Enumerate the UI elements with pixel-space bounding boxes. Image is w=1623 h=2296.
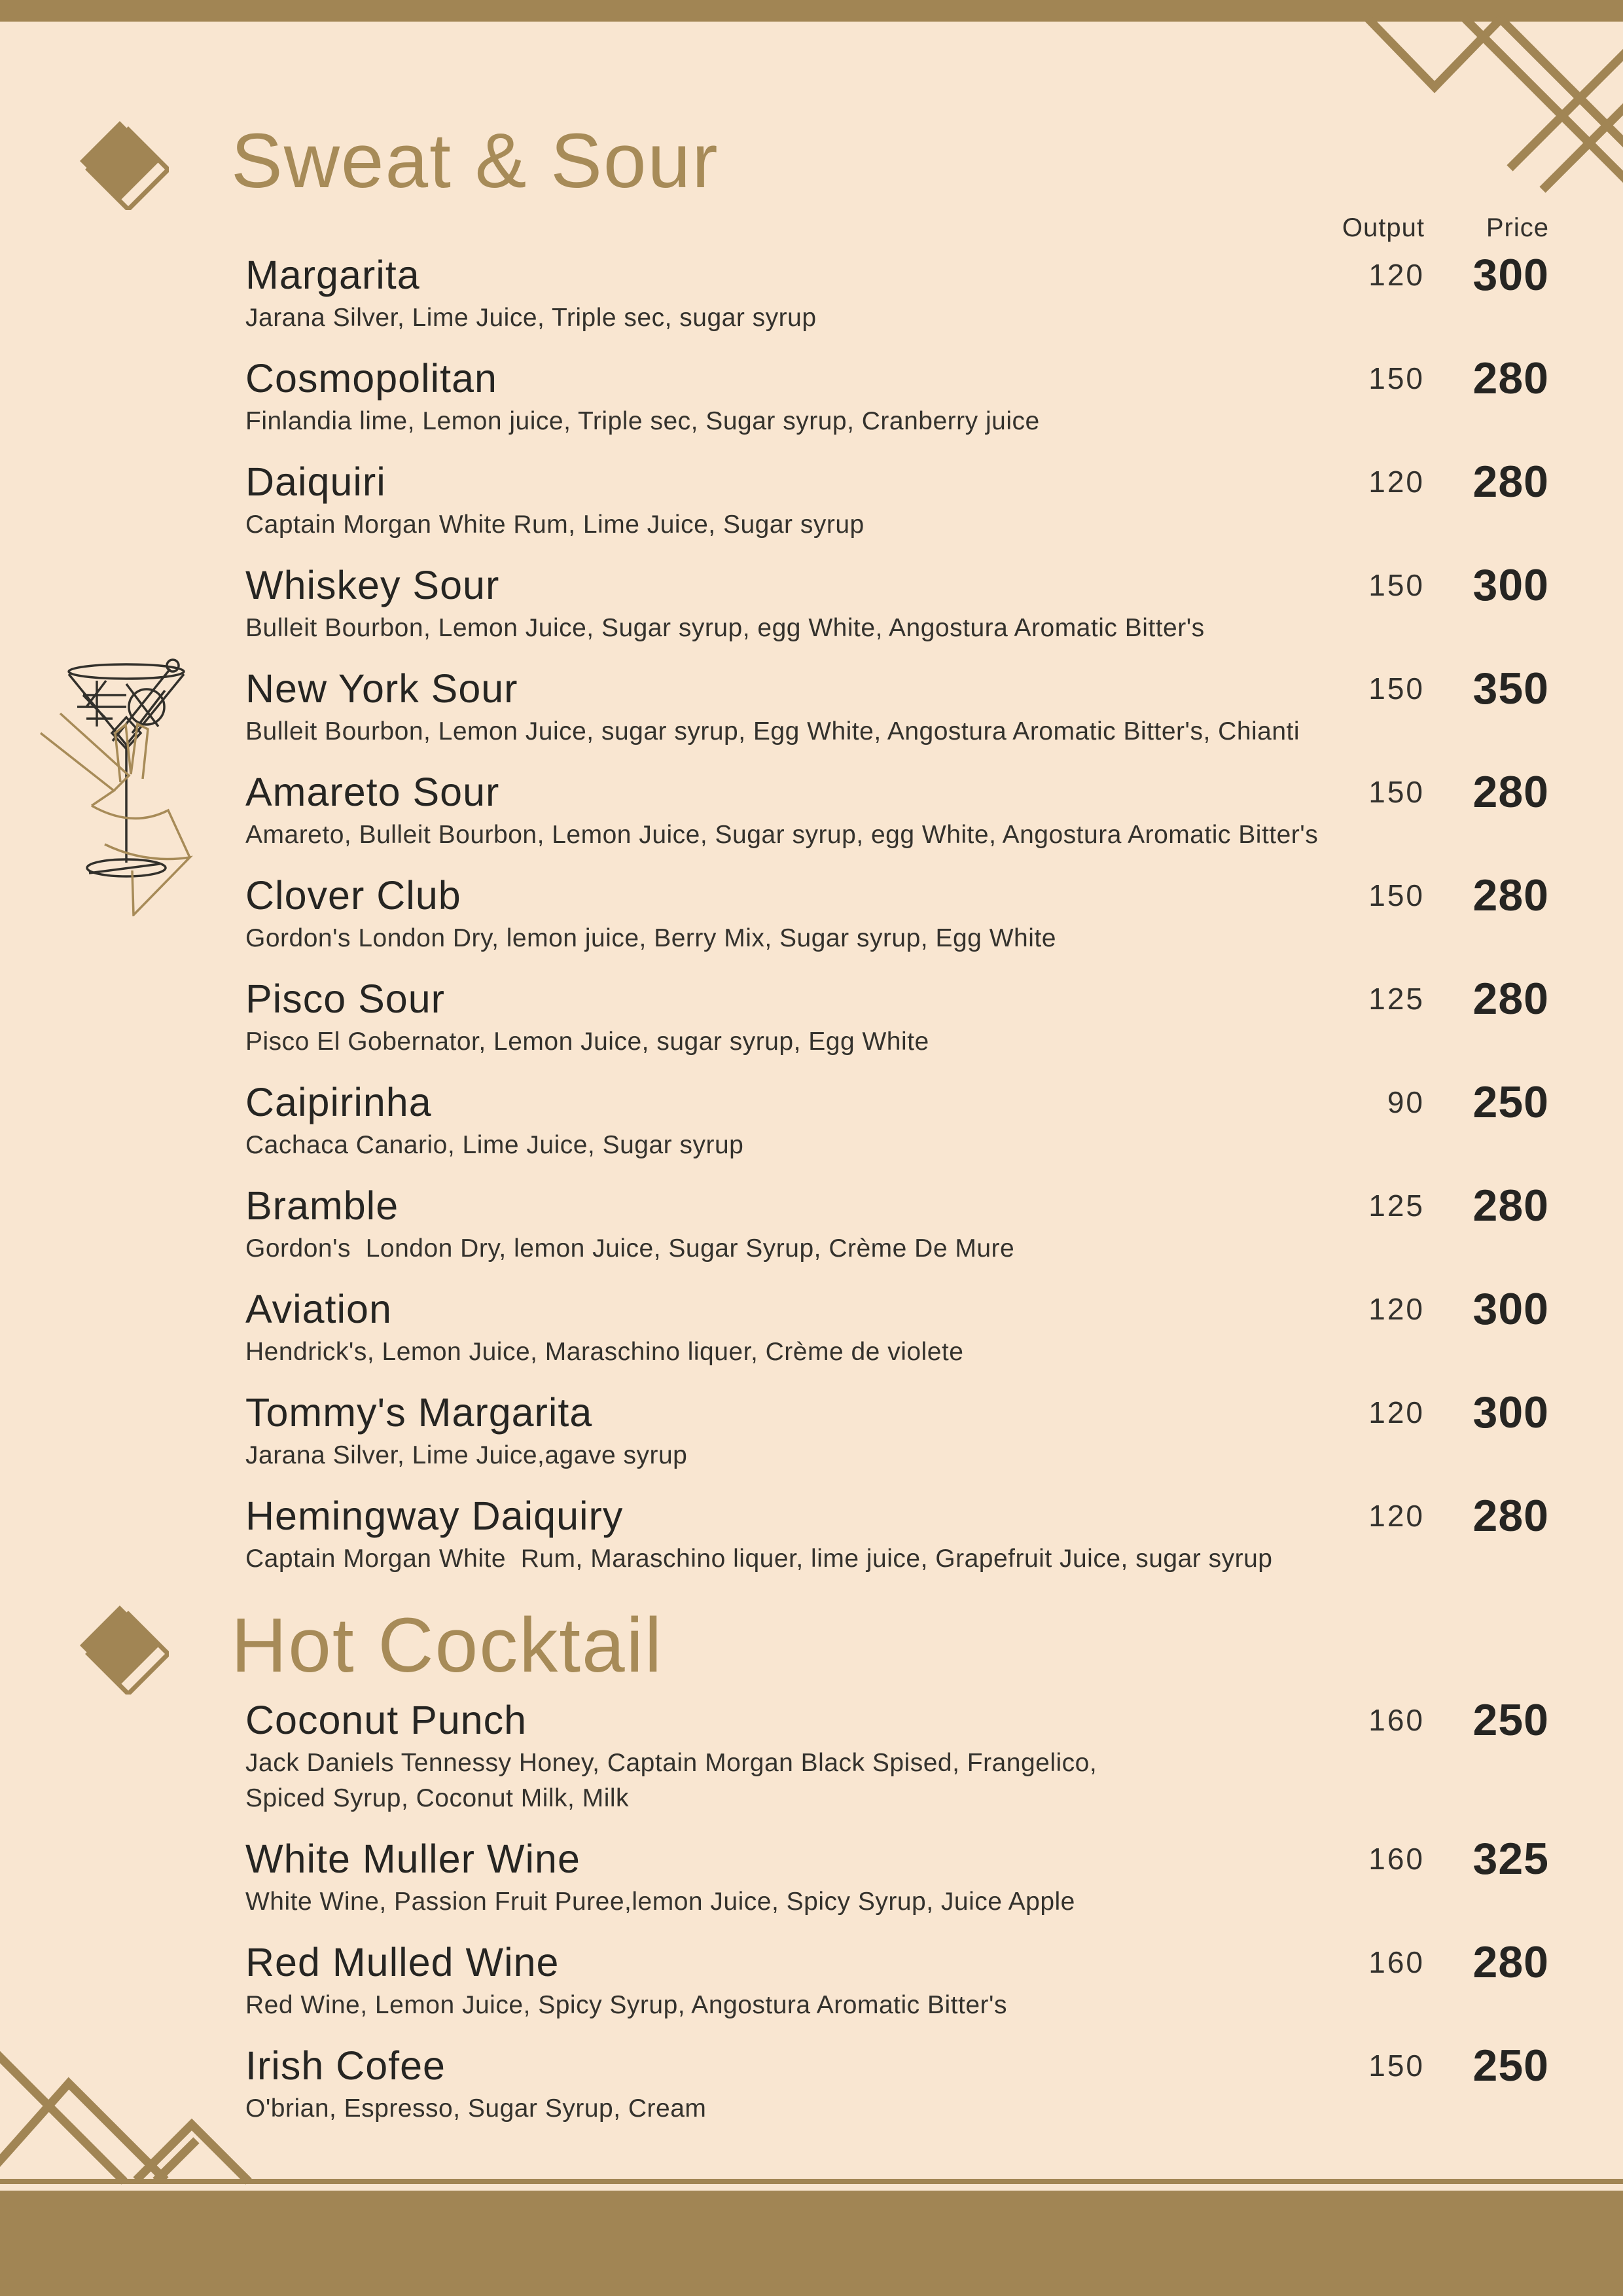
menu-item-text xyxy=(245,1490,1320,1577)
menu-item-row xyxy=(245,456,1549,543)
menu-item-text xyxy=(245,353,1320,439)
menu-item-row xyxy=(245,663,1549,749)
item-output-value: 120 xyxy=(1368,1292,1425,1326)
menu-item-text xyxy=(245,1833,1320,1920)
menu-item-text xyxy=(245,1180,1320,1266)
menu-item-row xyxy=(245,1490,1549,1577)
bottom-bar xyxy=(0,2191,1623,2296)
menu-item-row xyxy=(245,1283,1549,1370)
item-description: Gordon's London Dry, lemon juice, Berry Mix, Sugar syrup, Egg White xyxy=(245,924,1056,952)
item-output-value: 120 xyxy=(1368,258,1425,292)
item-description: Bulleit Bourbon, Lemon Juice, Sugar syrup, egg White, Angostura Aromatic Bitter's xyxy=(245,614,1205,642)
item-output-value: 120 xyxy=(1368,1395,1425,1429)
section-title: Sweat & Sour xyxy=(231,118,719,204)
item-list xyxy=(245,249,1549,1577)
item-output-value: 150 xyxy=(1368,568,1425,602)
item-price-value: 300 xyxy=(1472,1388,1549,1437)
item-output-value: 120 xyxy=(1368,465,1425,499)
menu-item-row xyxy=(245,560,1549,646)
item-description: Hendrick's, Lemon Juice, Maraschino liquer, Crème de violete xyxy=(245,1338,964,1366)
menu-item-text xyxy=(245,1387,1320,1473)
item-output-value: 150 xyxy=(1368,361,1425,395)
bottom-rule xyxy=(0,2179,1623,2184)
item-output-value: 160 xyxy=(1368,1945,1425,1979)
item-description: Jarana Silver, Lime Juice,agave syrup xyxy=(245,1441,688,1469)
item-name: Clover Club xyxy=(245,873,461,918)
section-header xyxy=(71,1596,1623,1695)
column-headers xyxy=(245,213,1549,243)
menu-content xyxy=(0,22,1623,2144)
menu-item-row xyxy=(245,353,1549,439)
item-output-value: 160 xyxy=(1368,1842,1425,1876)
item-price-value: 300 xyxy=(1472,1284,1549,1334)
item-description-line2: Spiced Syrup, Coconut Milk, Milk xyxy=(245,1784,630,1812)
diamond-icon xyxy=(71,1596,169,1695)
item-name: Aviation xyxy=(245,1287,392,1331)
item-description: Gordon's London Dry, lemon Juice, Sugar Syrup, Crème De Mure xyxy=(245,1234,1015,1263)
menu-item-text xyxy=(245,973,1320,1060)
item-name: Margarita xyxy=(245,253,420,297)
item-description: Captain Morgan White Rum, Lime Juice, Sugar syrup xyxy=(245,511,865,539)
item-list xyxy=(245,1695,1549,2126)
item-output-value: 160 xyxy=(1368,1703,1425,1737)
item-price-value: 280 xyxy=(1472,1937,1549,1987)
item-description: Bulleit Bourbon, Lemon Juice, sugar syrup, Egg White, Angostura Aromatic Bitter's, Chianti xyxy=(245,717,1300,745)
section-sweat-and-sour xyxy=(0,112,1623,1577)
menu-item-row xyxy=(245,870,1549,956)
menu-item-text xyxy=(245,1937,1320,2023)
item-output-value: 150 xyxy=(1368,878,1425,912)
menu-item-row xyxy=(245,1695,1549,1816)
item-name: Whiskey Sour xyxy=(245,563,500,607)
menu-item-row xyxy=(245,1937,1549,2023)
item-price-value: 350 xyxy=(1472,664,1549,713)
item-output-value: 125 xyxy=(1368,1189,1425,1223)
item-output-value: 120 xyxy=(1368,1499,1425,1533)
menu-item-text xyxy=(245,560,1320,646)
item-name: Amareto Sour xyxy=(245,770,500,814)
item-output-value: 125 xyxy=(1368,982,1425,1016)
menu-item-text xyxy=(245,766,1320,853)
item-price-value: 250 xyxy=(1472,1695,1549,1745)
menu-item-text xyxy=(245,456,1320,543)
item-output-value: 150 xyxy=(1368,672,1425,706)
menu-item-row xyxy=(245,1077,1549,1163)
item-name: Cosmopolitan xyxy=(245,356,497,401)
item-price-value: 280 xyxy=(1472,457,1549,507)
item-description: Red Wine, Lemon Juice, Spicy Syrup, Angostura Aromatic Bitter's xyxy=(245,1991,1007,2019)
item-description: Amareto, Bulleit Bourbon, Lemon Juice, Sugar syrup, egg White, Angostura Aromatic Bitter's xyxy=(245,821,1319,849)
item-description: Pisco El Gobernator, Lemon Juice, sugar syrup, Egg White xyxy=(245,1028,929,1056)
menu-item-text xyxy=(245,1283,1320,1370)
item-price-value: 280 xyxy=(1472,870,1549,920)
item-price-value: 280 xyxy=(1472,767,1549,817)
section-hot-cocktail xyxy=(0,1596,1623,2126)
item-name: Tommy's Margarita xyxy=(245,1390,593,1435)
menu-item-text xyxy=(245,870,1320,956)
item-name: New York Sour xyxy=(245,666,518,711)
item-price-value: 250 xyxy=(1472,1077,1549,1127)
diamond-icon xyxy=(71,112,169,210)
item-name: Red Mulled Wine xyxy=(245,1940,560,1984)
item-name: Irish Cofee xyxy=(245,2043,446,2088)
item-output-value: 150 xyxy=(1368,775,1425,809)
menu-item-row xyxy=(245,1833,1549,1920)
item-price-value: 280 xyxy=(1472,1181,1549,1230)
item-description: Finlandia lime, Lemon juice, Triple sec, Sugar syrup, Cranberry juice xyxy=(245,407,1040,435)
item-name: Pisco Sour xyxy=(245,977,445,1021)
column-header-price: Price xyxy=(1486,213,1549,242)
item-description: White Wine, Passion Fruit Puree,lemon Juice, Spicy Syrup, Juice Apple xyxy=(245,1888,1075,1916)
menu-item-text xyxy=(245,2040,1320,2126)
top-bar xyxy=(0,0,1623,22)
section-header xyxy=(71,112,1623,210)
item-output-value: 90 xyxy=(1387,1085,1425,1119)
item-name: Daiquiri xyxy=(245,459,386,504)
item-price-value: 325 xyxy=(1472,1834,1549,1884)
menu-item-text xyxy=(245,663,1320,749)
item-price-value: 280 xyxy=(1472,1491,1549,1541)
item-description: Captain Morgan White Rum, Maraschino liquer, lime juice, Grapefruit Juice, sugar syrup xyxy=(245,1545,1273,1573)
menu-item-row xyxy=(245,249,1549,336)
item-name: Bramble xyxy=(245,1183,399,1228)
menu-item-row xyxy=(245,973,1549,1060)
item-description: O'brian, Espresso, Sugar Syrup, Cream xyxy=(245,2094,707,2123)
menu-item-text xyxy=(245,249,1320,336)
section-title: Hot Cocktail xyxy=(231,1602,664,1689)
item-name: Hemingway Daiquiry xyxy=(245,1494,624,1538)
item-description: Cachaca Canario, Lime Juice, Sugar syrup xyxy=(245,1131,744,1159)
menu-item-text xyxy=(245,1077,1320,1163)
menu-item-row xyxy=(245,1387,1549,1473)
item-price-value: 300 xyxy=(1472,250,1549,300)
menu-item-text xyxy=(245,1695,1320,1816)
item-price-value: 280 xyxy=(1472,974,1549,1024)
column-header-output: Output xyxy=(1342,213,1425,242)
item-name: Coconut Punch xyxy=(245,1698,527,1742)
item-description: Jack Daniels Tennessy Honey, Captain Morgan Black Spised, Frangelico, xyxy=(245,1749,1097,1777)
item-price-value: 300 xyxy=(1472,560,1549,610)
item-price-value: 280 xyxy=(1472,353,1549,403)
menu-item-row xyxy=(245,766,1549,853)
item-description: Jarana Silver, Lime Juice, Triple sec, sugar syrup xyxy=(245,304,817,332)
item-name: Caipirinha xyxy=(245,1080,432,1124)
menu-item-row xyxy=(245,2040,1549,2126)
item-output-value: 150 xyxy=(1368,2049,1425,2083)
item-price-value: 250 xyxy=(1472,2041,1549,2090)
item-name: White Muller Wine xyxy=(245,1837,580,1881)
menu-item-row xyxy=(245,1180,1549,1266)
